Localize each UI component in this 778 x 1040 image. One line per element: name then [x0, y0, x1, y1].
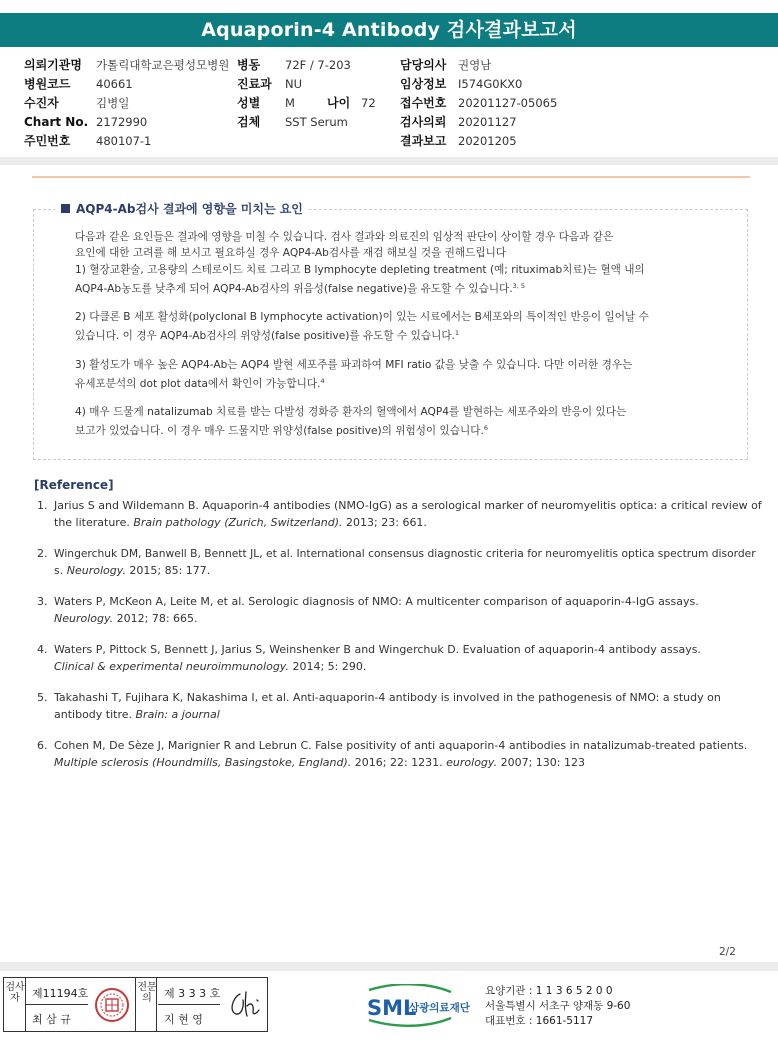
reference-journal: Multiple sclerosis (Houndmills, Basingstoke, England).: [54, 756, 352, 769]
factor-item-1-line-1: 1) 혈장교환술, 고용량의 스테로이드 치료 그리고 B lymphocyte depleting treatment (예; rituximab치료)는 혈액 내의: [75, 264, 645, 276]
section-divider: [0, 157, 778, 165]
factor-item-3-line-1: 3) 활성도가 매우 높은 AQP4-Ab는 AQP4 발현 세포주를 파괴하여 MFI ratio 값을 낮출 수 있습니다. 다만 이러한 경우는: [75, 359, 633, 371]
reference-line-2: [54, 515, 427, 532]
factor-item-1-line-2: [75, 278, 735, 297]
factor-item-4-line-1: 4) 매우 드물게 natalizumab 치료를 받는 다발성 경화증 환자의 혈액에서 AQP4를 발현하는 세포주와의 반응이 있다는: [75, 406, 627, 418]
reference-line-1: Cohen M, De Sèze J, Marignier R and Lebrun C. False positivity of anti aquaporin-4 antibodies in natalizumab-treated patients.: [54, 739, 748, 752]
signature-icon: [226, 988, 264, 1022]
hospital-code-label: 병원코드: [24, 77, 71, 91]
id-no-value: 480107-1: [96, 134, 152, 148]
accent-rule: [32, 176, 750, 178]
reference-heading: [Reference]: [34, 478, 114, 492]
examiner-number: 제11194호: [32, 987, 89, 1000]
request-date-value: 20201127: [458, 115, 517, 129]
examiner-seal-icon: [94, 986, 130, 1024]
factor-item-3-citation: 4: [320, 377, 325, 385]
reference-line-2: [54, 659, 366, 676]
cell-divider: [26, 1004, 88, 1005]
specialist-label: 전문의: [137, 982, 157, 1004]
sml-logo-icon: [365, 984, 480, 1028]
reference-text: the literature.: [54, 516, 134, 529]
chart-no-label: Chart No.: [24, 115, 89, 129]
department-label: 진료과: [237, 77, 272, 91]
factor-item-3-text: 유세포분석의 dot plot data에서 확인이 가능합니다.: [75, 378, 321, 390]
factor-item-2-text: 있습니다. 이 경우 AQP4-Ab검사의 위양성(false positive)를 유도할 수 있습니다.: [75, 330, 455, 342]
reference-number: 1.: [37, 499, 48, 512]
page-number: 2/2: [719, 946, 736, 958]
reference-line-1: Waters P, McKeon A, Leite M, et al. Serologic diagnosis of NMO: A multicenter comparison of aquaporin-4-IgG assays.: [54, 595, 699, 608]
department-value: NU: [285, 77, 303, 91]
factor-item-3-line-2: [75, 373, 735, 392]
examiner-label-cell: [4, 978, 26, 1031]
reference-citation: 2016; 22: 1231.: [351, 756, 447, 769]
hospital-code-value: 40661: [96, 77, 133, 91]
reference-citation: 2012; 78: 665.: [113, 612, 198, 625]
reference-number: 6.: [37, 739, 48, 752]
specimen-value: SST Serum: [285, 115, 348, 129]
square-bullet-icon: [61, 204, 70, 213]
factor-item-1-citation: 3, 5: [512, 282, 526, 290]
footer-divider: [0, 962, 778, 971]
reference-journal: Neurology.: [66, 564, 126, 577]
clinical-info-value: I574G0KX0: [458, 77, 523, 91]
doctor-value: 권영남: [458, 58, 492, 72]
examiner-label: 검사자: [5, 982, 25, 1004]
reference-citation: 2014; 5: 290.: [288, 660, 367, 673]
doctor-label: 담당의사: [400, 58, 447, 72]
care-institution-number: 요양기관 : 1 1 3 6 5 2 0 0: [485, 985, 613, 997]
age-value: 72: [361, 96, 376, 110]
patient-info: [0, 53, 778, 153]
report-title: Aquaporin-4 Antibody 검사결과보고서: [0, 13, 778, 47]
reference-citation: 2015; 85: 177.: [125, 564, 211, 577]
factors-intro-1: 다음과 같은 요인들은 결과에 영향을 미칠 수 있습니다. 검사 결과와 의료진의 임상적 판단이 상이할 경우 다음과 같은: [75, 231, 614, 243]
receipt-no-label: 접수번호: [400, 96, 447, 110]
sex-label: 성별: [237, 96, 261, 110]
factor-item-4-citation: 6: [483, 424, 488, 432]
age-label: 나이: [327, 96, 351, 110]
org-name: 삼광의료재단: [409, 1002, 470, 1014]
reference-number: 4.: [37, 643, 48, 656]
specialist-label-cell: [135, 978, 157, 1031]
specialist-number: 제 3 3 3 호: [164, 987, 221, 1000]
cell-divider: [158, 1004, 220, 1005]
reference-number: 5.: [37, 691, 48, 704]
reference-line-1: Jarius S and Wildemann B. Aquaporin-4 antibodies (NMO-IgG) as a serological marker of neuromyelitis optica: a critical review of: [54, 499, 762, 512]
factor-item-2-line-1: 2) 다클론 B 세포 활성화(polyclonal B lymphocyte activation)이 있는 시료에서는 B세포와의 특이적인 반응이 일어날 수: [75, 311, 649, 323]
reference-line-2: [54, 707, 220, 724]
specialist-name: 지 현 영: [164, 1013, 203, 1026]
factor-item-1-text: AQP4-Ab농도를 낮추게 되어 AQP4-Ab검사의 위음성(false negative)을 유도할 수 있습니다.: [75, 283, 513, 295]
reference-journal: Neurology.: [54, 612, 114, 625]
logo-text: SML: [367, 996, 417, 1020]
reference-line-2: [54, 755, 585, 772]
examiner-name: 최 삼 규: [32, 1013, 71, 1026]
clinical-info-label: 임상정보: [400, 77, 447, 91]
reference-line-1: Takahashi T, Fujihara K, Nakashima I, et al. Anti-aquaporin-4 antibody is involved in the pathogenesis of NMO: a study on: [54, 691, 721, 704]
factor-item-4-text: 보고가 있었습니다. 이 경우 매우 드물지만 위양성(false positive)의 위험성이 있습니다.: [75, 425, 484, 437]
reference-number: 2.: [37, 547, 48, 560]
reference-line-1: Wingerchuk DM, Banwell B, Bennett JL, et al. International consensus diagnostic criteria for neuromyelitis optica spectrum disorder: [54, 547, 756, 560]
patient-label: 수진자: [24, 96, 59, 110]
request-date-label: 검사의뢰: [400, 115, 447, 129]
patient-value: 김병일: [96, 96, 130, 110]
ward-value: 72F / 7-203: [285, 58, 351, 72]
reference-citation: 2013; 23: 661.: [342, 516, 427, 529]
institution-label: 의뢰기관명: [24, 58, 82, 72]
ward-label: 병동: [237, 58, 261, 72]
reference-journal: Brain pathology (Zurich, Switzerland).: [133, 516, 343, 529]
report-date-value: 20201205: [458, 134, 517, 148]
reference-journal: eurology.: [446, 756, 498, 769]
factors-title-text: AQP4-Ab검사 결과에 영향을 미치는 요인: [76, 202, 303, 216]
factor-item-2-line-2: [75, 325, 735, 344]
reference-journal: Clinical & experimental neuroimmunology.: [54, 660, 289, 673]
phone-number: 대표번호 : 1661-5117: [485, 1015, 594, 1027]
reference-text: antibody titre.: [54, 708, 136, 721]
specimen-label: 검체: [237, 115, 261, 129]
sex-value: M: [285, 96, 295, 110]
institution-value: 가톨릭대학교은평성모병원: [96, 58, 230, 72]
factors-intro-2: 요인에 대한 고려를 해 보시고 필요하실 경우 AQP4-Ab검사를 재검 해보실 것을 권해드립니다: [75, 247, 507, 259]
factor-item-4-line-2: [75, 420, 735, 439]
address: 서울특별시 서초구 양재동 9-60: [485, 1000, 631, 1012]
reference-citation: 2007; 130: 123: [497, 756, 585, 769]
factor-item-2-citation: 1: [454, 329, 460, 337]
factors-title: [55, 201, 309, 217]
reference-text: s.: [54, 564, 67, 577]
reference-line-2: [54, 611, 198, 628]
id-no-label: 주민번호: [24, 134, 71, 148]
signature-box: [3, 977, 268, 1032]
reference-line-2: [54, 563, 210, 580]
receipt-no-value: 20201127-05065: [458, 96, 558, 110]
chart-no-value: 2172990: [96, 115, 148, 129]
reference-number: 3.: [37, 595, 48, 608]
report-date-label: 결과보고: [400, 134, 447, 148]
reference-journal: Brain: a journal: [135, 708, 220, 721]
reference-line-1: Waters P, Pittock S, Bennett J, Jarius S, Weinshenker B and Wingerchuk D. Evaluation of aquaporin-4 antibody assays.: [54, 643, 701, 656]
